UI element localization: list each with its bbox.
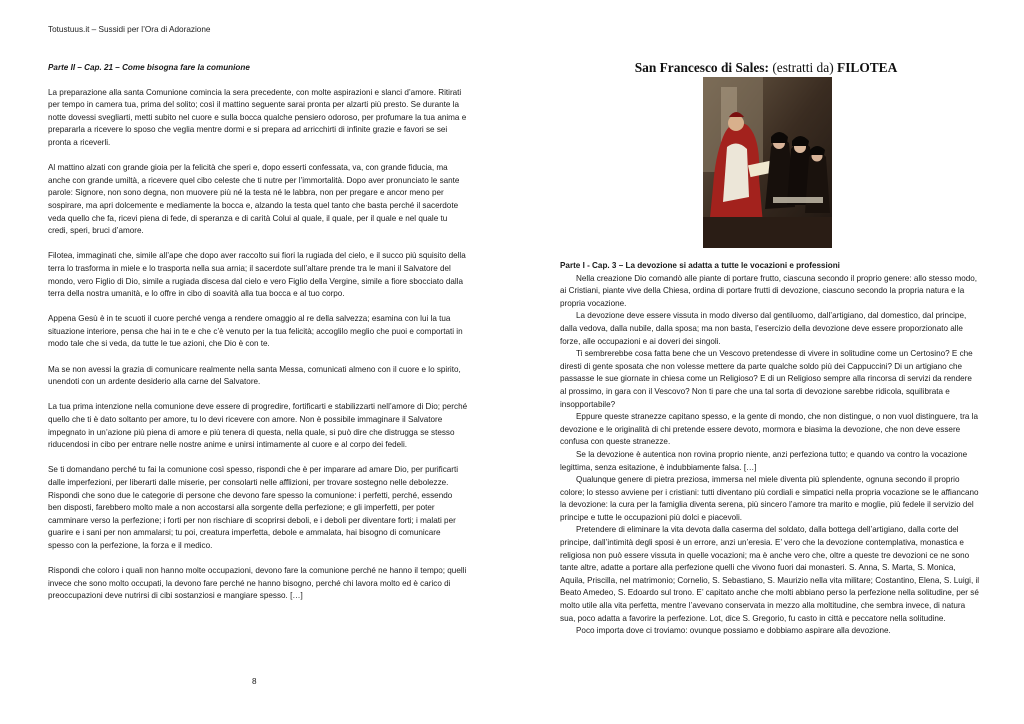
right-paragraph: Nella creazione Dio comandò alle piante di portare frutto, ciascuna secondo il proprio genere: allo stesso modo, ai Cristiani, piante vive della Chiesa, ordina di portare frutti di devozione, ciascuno secondo la propria natura e la propria vocazione.	[560, 273, 978, 308]
title-work: FILOTEA	[837, 60, 898, 75]
left-column	[48, 62, 468, 616]
right-page-title	[560, 60, 972, 76]
right-paragraph: Pretendere di eliminare la vita devota dalla caserma del soldato, dalla bottega dell’artigiano, dalla corte del principe, dall’intimità degli sposi è un errore, anzi un’eresia. E’ vero che la devozione contemplativa, monastica e religiosa non può essere vissuta in quelle vocazioni; ma è anche vero che, oltre a queste tre devozioni ce ne sono tante altre, adatte a portare alla perfezione quelli che vivono fuori dai monasteri. S. Anna, S. Marta, S. Monica, Aquila, Priscilla, nel matrimonio; Cornelio, S. Sebastiano, S. Maurizio nella vita militare; Costantino, Elena, S. Luigi, il Beato Amedeo, S. Edoardo sul trono. E’ capitato anche che molti abbiano perso la perfezione nella solitudine, per sé molto utile alla vita perfetta, mentre l’avevano conservata in mezzo alla moltitudine, che sembra invece, di natura sua, poco adatta a favorire la perfezione. Lot, dice S. Gregorio, fu casto in città e peccatore nella solitudine.	[560, 525, 980, 623]
right-paragraph: Eppure queste stranezze capitano spesso, e la gente di mondo, che non distingue, o non vuol distinguere, tra la devozione e le originalità di chi pretende essere devoto, mormora e biasima la devozione, che non deve essere confusa con queste stranezze.	[560, 412, 979, 447]
left-paragraph: Filotea, immaginati che, simile all’ape che dopo aver raccolto sui fiori la rugiada del cielo, e il succo più squisito della terra lo trasforma in miele e lo trasporta nella sua arnia; il sacerdote sull’altare prende tra le mani il Salvatore del mondo, vero Figlio di Dio, simile a rugiada discesa dal cielo e vero Figlio della Vergine, simile a fiore sbocciato dalla terra della nostra umanità, e lo offre in cibo di soavità alla tua bocca e al tuo corpo.	[48, 251, 466, 299]
right-column	[560, 260, 980, 638]
right-paragraph: La devozione deve essere vissuta in modo diverso dal gentiluomo, dall’artigiano, dal domestico, dal principe, dalla vedova, dalla nubile, dalla sposa; ma non basta, l’esercizio della devozione deve essere proporzionato alle forze, alle occupazioni e ai doveri dei singoli.	[560, 311, 967, 346]
right-paragraph: Se la devozione è autentica non rovina proprio niente, anzi perfeziona tutto; e quando va contro la vocazione legittima, senza esitazione, è indubbiamente falsa. […]	[560, 449, 968, 472]
title-middle: (estratti da)	[768, 60, 838, 75]
left-paragraph: Se ti domandano perché tu fai la comunione così spesso, rispondi che è per imparare ad amare Dio, per purificarti dalle imperfezioni, per liberarti dalle miserie, per consolarti nelle afflizioni, per trovare sostegno nelle debolezze. Rispondi che sono due le categorie di persone che devono fare spesso la comunione: i perfetti, perché, essendo ben disposti, farebbero molto male a non accostarsi alla sorgente della perfezione; e gli imperfetti, per poter camminare verso la perfezione; i forti per non rischiare di scoprirsi deboli, e i deboli per diventare forti; i malati per guarire e i sani per non ammalarsi; tu poi, creatura imperfetta, debole e ammalata, hai bisogno di comunicare spesso con la perfezione, la forza e il medico.	[48, 465, 459, 550]
left-paragraph: Al mattino alzati con grande gioia per la felicità che speri e, dopo esserti confessata, va, con grande fiducia, ma anche con grande umiltà, a ricevere quel cibo celeste che ti nutre per l’immortalità. Dopo aver pronunciato le sante parole: Signore, non sono degna, non muovere più né la testa né le labbra, non per pregare e ancor meno per sospirare, ma apri dolcemente e mediamente la bocca e, alzando la testa quel tanto che basta perché il sacerdote veda quello che fa, ricevi piena di fede, di speranza e di carità Colui al quale, il quale, per il quale e nel quale tu credi, speri, bruci d’amore.	[48, 163, 460, 236]
left-paragraph: Appena Gesù è in te scuoti il cuore perché venga a rendere omaggio al re della salvezza; esamina con lui la tua situazione interiore, pensa che hai in te e che c’è venuto per la tua felicità; accoglilo meglio che puoi e comportati in modo tale che si veda, da tutte le tue azioni, che Dio è con te.	[48, 314, 463, 349]
right-section-title: Parte I - Cap. 3 – La devozione si adatta a tutte le vocazioni e professioni	[560, 261, 840, 270]
saint-painting-image	[703, 77, 832, 248]
page-number: 8	[252, 677, 257, 686]
left-paragraph: Ma se non avessi la grazia di comunicare realmente nella santa Messa, comunicati almeno con il cuore e lo spirito, unendoti con un ardente desiderio alla carne del Salvatore.	[48, 364, 461, 387]
left-section-title: Parte II – Cap. 21 – Come bisogna fare la comunione	[48, 63, 250, 72]
left-paragraph: La tua prima intenzione nella comunione deve essere di progredire, fortificarti e stabilizzarti nell’amore di Dio; perché quello che ti è dato soltanto per amore, tu lo devi ricevere con amore. Non è possibile immaginare il Salvatore impegnato in un’azione più piena di amore e più tenera di questa, nella quale, si può dire che distrugga se stesso riducendosi in cibo per entrare nelle nostre anime e unirsi intimamente al cuore e al corpo dei fedeli.	[48, 402, 468, 450]
left-paragraph: Rispondi che coloro i quali non hanno molte occupazioni, devono fare la comunione perché ne hanno il tempo; quelli invece che sono molto occupati, la devono fare perché ne hanno bisogno, perché chi lavora molto ed è carico di preoccupazioni deve nutrirsi di cibi sostanziosi e mangiare spesso. […]	[48, 566, 467, 601]
right-paragraph: Ti sembrerebbe cosa fatta bene che un Vescovo pretendesse di vivere in solitudine come un Certosino? E che diresti di gente sposata che non volesse mettere da parte qualche soldo più dei Cappuccini? Di un artigiano che passasse le sue giornate in chiesa come un Religioso? E di un Religioso sempre alla rincorsa di servizi da rendere al prossimo, in gara con il Vescovo? Non ti pare che una tal sorta di devozione sarebbe ridicola, squilibrata e insopportabile?	[560, 349, 973, 409]
title-author: San Francesco di Sales:	[634, 60, 769, 75]
left-paragraph: La preparazione alla santa Comunione comincia la sera precedente, con molte aspirazioni e slanci d’amore. Ritirati per tempo in camera tua, prima del solito; così il mattino seguente sarai pronta per alzarti più presto. Se durante la notte dovessi svegliarti, metti subito nel cuore e sulla bocca qualche pensiero odoroso, per profumare la tua anima e prepararla a ricevere lo sposo che veglia mentre dormi e si prepara ad arricchirti di infinite grazie e favori se sei pronta a riceverli.	[48, 87, 467, 147]
right-paragraph: Poco importa dove ci troviamo: ovunque possiamo e dobbiamo aspirare alla devozione.	[576, 626, 891, 636]
right-paragraph: Qualunque genere di pietra preziosa, immersa nel miele diventa più splendente, ognuna secondo il proprio colore; lo stesso avviene per i cristiani: tutti diventano più cordiali e simpatici nella propria vocazione se le affiancano la devozione: la cura per la famiglia diventa serena, più sincero l’amore tra marito e moglie, più fedele il servizio del principe e tutte le occupazioni più dolci e piacevoli.	[560, 475, 979, 522]
document-header: Totustuus.it – Sussidi per l’Ora di Adorazione	[48, 25, 211, 34]
